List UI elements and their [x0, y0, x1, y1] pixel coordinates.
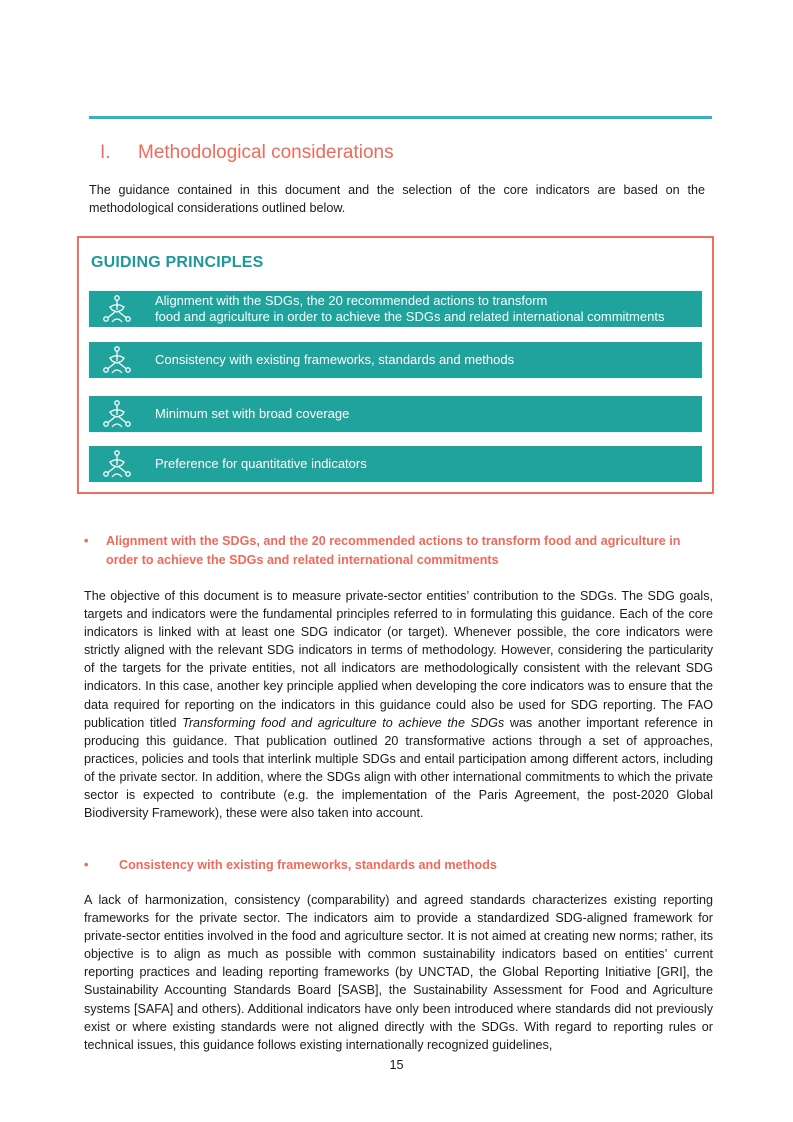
principle-item-alignment — [89, 291, 702, 327]
network-hand-icon — [101, 398, 133, 430]
bullet-marker: • — [84, 858, 89, 872]
principle-label: Preference for quantitative indicators — [155, 456, 367, 471]
intro-paragraph: The guidance contained in this document and the selection of the core indicators are based on the methodological considerations outlined below. — [89, 183, 705, 215]
bullet-heading-consistency — [84, 856, 716, 875]
paragraph-text: was another important reference in producing this guidance. That publication outlined 20 transformative actions through a set of approaches, practices, policies and tools that interlink multiple SDGs and entail participation among different actors, including of the private sector. In addition, where the SDGs align with other international commitments to which the private sector is expected to contribute (e.g. the implementation of the Paris Agreement, the post-2020 Global Biodiversity Framework), these were also taken into account. — [84, 715, 714, 821]
top-rule — [89, 116, 712, 119]
page-number: 15 — [389, 1058, 404, 1072]
paragraph-consistency: A lack of harmonization, consistency (comparability) and agreed standards characterizes existing reporting frameworks for the private sector. The indicators aim to provide a standardized SDG-aligned framework for private-sector entities involved in the food and agriculture sector. It is not aimed at creating new norms; rather, its objective is to align as much as possible with common sustainability indicators based on entities’ current reporting practices and leading reporting frameworks (by UNCTAD, the Global Reporting Initiative [GRI], the Sustainability Accounting Standards Board [SASB], the Sustainability Assessment for Food and Agriculture systems [SAFA] and others). Additional indicators have only been introduced where standards did not previously exist or where existing standards were not aligned directly with the SDGs. With regard to reporting rules or technical issues, this guidance follows existing internationally recognized guidelines, — [84, 893, 713, 1052]
guiding-principles-box — [77, 236, 714, 494]
network-hand-icon — [101, 448, 133, 480]
principle-label: Minimum set with broad coverage — [155, 406, 350, 421]
principles-heading: GUIDING PRINCIPLES — [91, 254, 264, 271]
bullet-heading-text: Consistency with existing frameworks, standards and methods — [119, 858, 497, 872]
principle-item-consistency — [89, 342, 702, 378]
network-hand-icon — [101, 293, 133, 325]
section-title — [100, 142, 394, 164]
principle-item-quantitative — [89, 446, 702, 482]
network-hand-icon — [101, 344, 133, 376]
paragraph-text: The objective of this document is to measure private-sector entities’ contribution to the SDGs. The SDG goals, targets and indicators were the fundamental principles referred to in formulating this guidance. Each of the core indicators is linked with at least one SDG indicator (or target). Whenever possible, the core indicators were strictly aligned with the relevant SDG indicators in terms of methodology. However, considering the particularity of the targets for the private entities, not all indicators are methodologically consistent with the relevant SDG indicators. In this case, another key principle applied when developing the core indicators was to ensure that the data required for reporting on the indicators in this guidance could also be used for SDG reporting. The FAO publication titled — [84, 589, 713, 730]
bullet-heading-text: Alignment with the SDGs, and the 20 recommended actions to transform food and agriculture in order to achieve the SDGs and related international commitments — [106, 534, 681, 567]
bullet-marker: • — [84, 534, 89, 548]
section-number: I. — [100, 142, 111, 163]
principle-label: Alignment with the SDGs, the 20 recommended actions to transform food and agriculture in order to achieve the SDGs and related international commitments — [155, 293, 665, 324]
bullet-heading-alignment — [84, 532, 716, 570]
paragraph-alignment — [84, 587, 713, 822]
principle-item-minimum-set — [89, 396, 702, 432]
principle-label: Consistency with existing frameworks, standards and methods — [155, 352, 515, 367]
section-title-text: Methodological considerations — [138, 142, 394, 163]
publication-title: Transforming food and agriculture to achieve the SDGs — [182, 715, 505, 730]
